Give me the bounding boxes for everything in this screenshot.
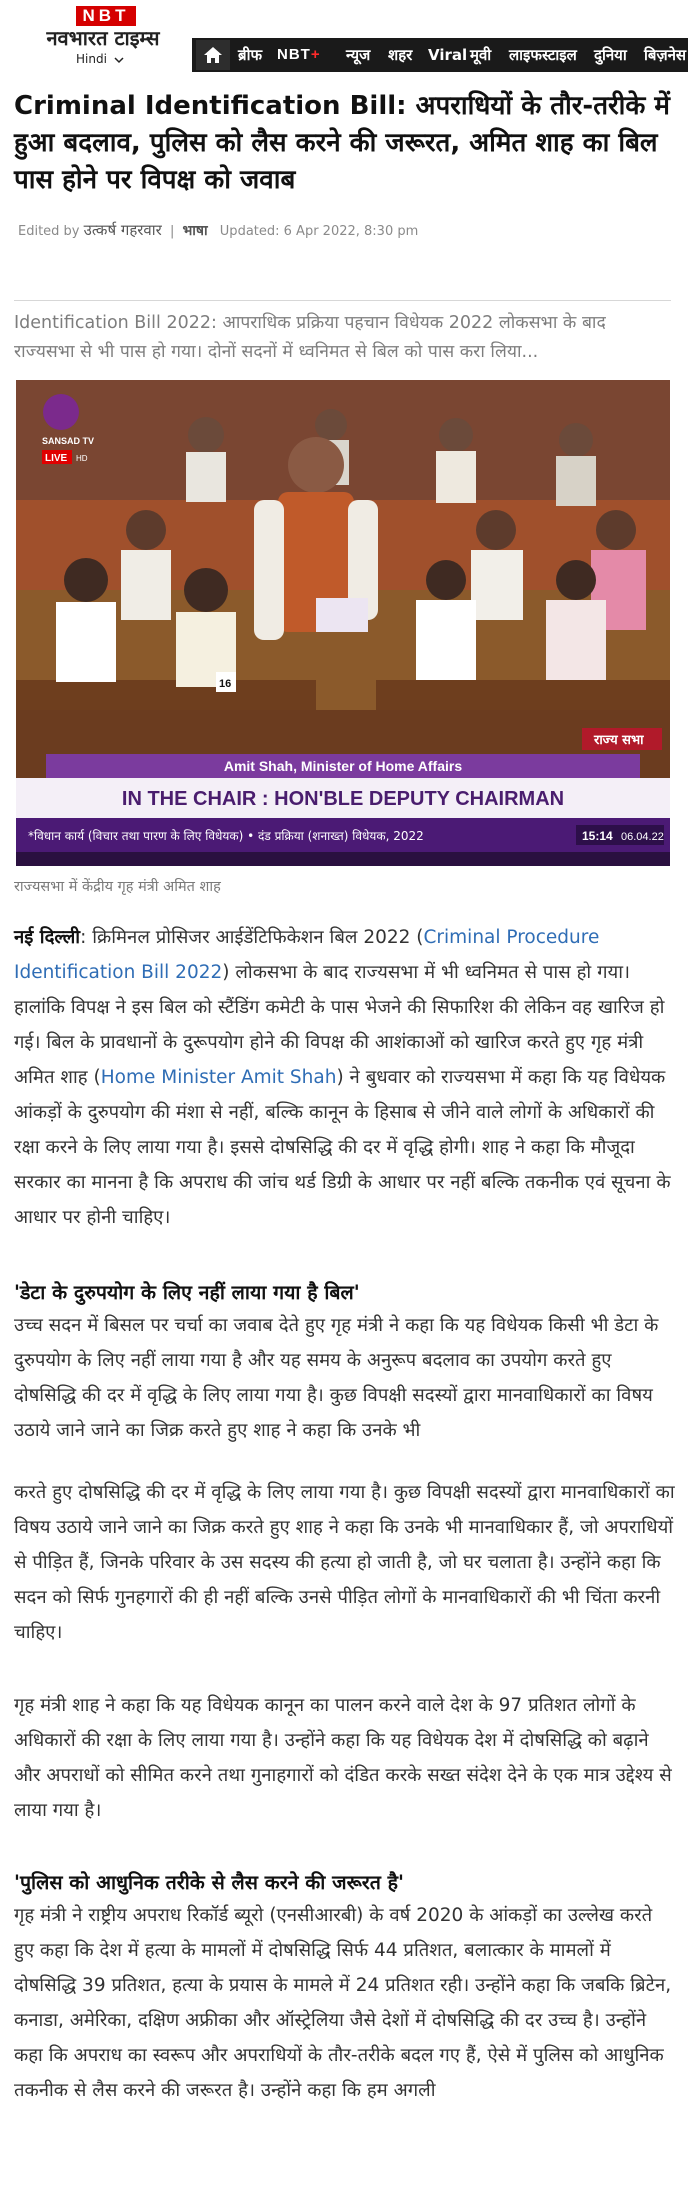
article-headline: Criminal Identification Bill: अपराधियों के तौर-तरीके में हुआ बदलाव, पुलिस को लैस करने की जरूरत, अमित शाह का बिल पास होने पर विपक्ष को जवाब <box>14 91 670 195</box>
subheading-data-misuse: 'डेटा के दुरुपयोग के लिए नहीं लाया गया है बिल' <box>14 1281 360 1304</box>
amit-shah-link[interactable]: Home Minister Amit Shah <box>100 1067 337 1088</box>
nav-item-movies[interactable]: मूवी <box>470 46 492 64</box>
paragraph-text: : क्रिमिनल प्रोसिजर आईडेंटिफिकेशन बिल 2022 ( <box>80 927 424 948</box>
home-icon <box>203 46 223 64</box>
channel-name: SANSAD TV <box>42 436 95 446</box>
nav-item-viral[interactable]: Viral <box>428 46 468 64</box>
paragraph-text: ) ने बुधवार को राज्यसभा में कहा कि यह विधेयक आंकड़ों के दुरुपयोग की मंशा से नहीं, बल्कि कानून के हिसाब से जीने वाले लोगों के अधिकारों की रक्षा करने के लिए लाया गया है। इससे दोषसिद्धि की दर में वृद्धि होगी। शाह ने कहा कि मौजूदा सरकार का मानना है कि अपराध की जांच थर्ड डिग्री के आधार पर नहीं बल्कि तकनीक एवं सूचना के आधार पर होनी चाहिए। <box>14 1067 671 1228</box>
language-label: Hindi <box>76 52 107 66</box>
paragraph-data-misuse-repeat: करते हुए दोषसिद्धि की दर में वृद्धि के लिए लाया गया है। कुछ विपक्षी सदस्यों द्वारा मानवाधिकारों का विषय उठाये जाने जाने का जिक्र करते हुए शाह ने कहा कि उनके भी मानवाधिकार हैं, जो अपराधियों से पीड़ित हैं, जिनके परिवार के उस सदस्य की हत्या हो जाती है, जो घर चलाता है। उन्होंने कहा कि सदन को सिर्फ गुनहगारों की ही नहीं बल्कि उनसे पीड़ित लोगों के मानवाधिकारों की भी चिंता करनी चाहिए। <box>14 1482 675 1643</box>
chair-banner: IN THE CHAIR : HON'BLE DEPUTY CHAIRMAN <box>121 788 565 810</box>
ticker-text: *विधान कार्य (विचार तथा पारण के लिए विधेयक) • दंड प्रक्रिया (शनाख्त) विधेयक, 2022 <box>28 829 424 843</box>
nav-item-news[interactable]: न्यूज <box>346 46 371 64</box>
nav-item-city[interactable]: शहर <box>388 46 413 64</box>
paragraph-ncrb-data: गृह मंत्री ने राष्ट्रीय अपराध रिकॉर्ड ब्यूरो (एनसीआरबी) के वर्ष 2020 के आंकड़ों का उल्लेख करते हुए कहा कि देश में हत्या के मामलों में दोषसिद्धि सिर्फ 44 प्रतिशत, बलात्कार के मामलों में दोषसिद्धि 39 प्रतिशत, हत्या के प्रयास के मामले में 24 प्रतिशत रही। उन्होंने कहा कि जबकि ब्रिटेन, कनाडा, अमेरिका, दक्षिण अफ्रीका और ऑस्ट्रेलिया जैसे देशों में दोषसिद्धि की दर उच्च है। उन्होंने कहा कि अपराध का स्वरूप और अपराधियों के तौर-तरीके बदल गए हैं, ऐसे में पुलिस को आधुनिक तकनीक से लैस करने की जरूरत है। उन्होंने कहा कि हम अगली <box>14 1905 672 2101</box>
plus-icon: + <box>310 46 321 63</box>
logo-badge: NBT <box>76 6 136 26</box>
paragraph-text: ) लोकसभा के बाद राज्यसभा में भी ध्वनिमत से पास हो गया। हालांकि विपक्ष ने इस बिल को स्टैंडिंग कमेटी के पास भेजने की सिफारिश की लेकिन वह खारिज हो गई। बिल के प्रावधानों के दुरूपयोग होने की विपक्ष की आशंकाओं को खारिज करते हुए गृह मंत्री अमित शाह ( <box>14 962 665 1088</box>
divider <box>14 300 671 301</box>
broadcast-date: 06.04.22 <box>621 831 664 843</box>
paragraph-97-percent: गृह मंत्री शाह ने कहा कि यह विधेयक कानून का पालन करने वाले देश के 97 प्रतिशत लोगों के अधिकारों की रक्षा के लिए लाया गया है। उन्होंने कहा कि यह विधेयक देश में दोषसिद्धि को बढ़ाने और अपराधों को सीमित करने तथा गुनाहगारों को दंडित करके सख्त संदेश देने के एक मात्र उद्देश्य से लाया गया है। <box>14 1695 672 1821</box>
paragraph-data-misuse: उच्च सदन में बिसल पर चर्चा का जवाब देते हुए गृह मंत्री ने कहा कि यह विधेयक किसी भी डेटा के दुरुपयोग के लिए नहीं लाया गया है और यह समय के अनुरूप बदलाव का उपयोग करते हुए दोषसिद्धि की दर में वृद्धि के लिए लाया गया है। कुछ विपक्षी सदस्यों द्वारा मानवाधिकारों का विषय उठाये जाने जाने का जिक्र करते हुए शाह ने कहा कि उनके भी <box>14 1315 659 1441</box>
live-badge: LIVE <box>45 453 68 464</box>
house-tag: राज्य सभा <box>594 733 644 748</box>
site-logo[interactable] <box>38 4 168 66</box>
nav-item-world[interactable]: दुनिया <box>594 46 627 64</box>
nav-item-lifestyle[interactable]: लाइफस्टाइल <box>509 46 577 64</box>
nav-item-brief[interactable]: ब्रीफ <box>238 46 263 64</box>
paragraph-intro <box>14 920 678 1235</box>
language-selector[interactable] <box>76 52 124 66</box>
hd-label: HD <box>76 454 88 463</box>
nav-item-nbt-plus[interactable] <box>277 45 321 65</box>
logo-name: नवभारत टाइम्स <box>46 26 160 50</box>
author-link[interactable]: उत्कर्ष गहरवार <box>83 221 162 239</box>
subheading-police-modernisation: 'पुलिस को आधुनिक तरीके से लैस करने की जरूरत है' <box>14 1871 404 1894</box>
nav-item-business[interactable]: बिज़नेस <box>644 46 687 64</box>
edited-by-label: Edited by <box>18 224 80 239</box>
chevron-down-icon <box>114 56 124 64</box>
nav-item-nbt-plus-label: NBT <box>277 46 311 63</box>
broadcast-time: 15:14 <box>582 829 613 843</box>
byline-separator: | <box>169 224 175 239</box>
article-summary: Identification Bill 2022: आपराधिक प्रक्रिया पहचान विधेयक 2022 लोकसभा के बाद राज्यसभा से भी पास हो गया। दोनों सदनों में ध्वनिमत से बिल को पास करा लिया... <box>14 313 606 362</box>
photo-caption: राज्यसभा में केंद्रीय गृह मंत्री अमित शाह <box>14 879 221 895</box>
speaker-lower-third: Amit Shah, Minister of Home Affairs <box>223 758 463 774</box>
parliament-scene-illustration <box>16 380 670 866</box>
bill-link[interactable]: Criminal Procedure Identification Bill 2022 <box>14 927 600 983</box>
home-button[interactable] <box>196 40 230 70</box>
article-photo[interactable] <box>16 380 670 866</box>
updated-timestamp: Updated: 6 Apr 2022, 8:30 pm <box>219 224 419 239</box>
seat-number: 16 <box>219 678 232 690</box>
news-source: भाषा <box>182 223 208 239</box>
dateline: नई दिल्ली <box>14 927 81 948</box>
article-byline <box>18 220 418 240</box>
